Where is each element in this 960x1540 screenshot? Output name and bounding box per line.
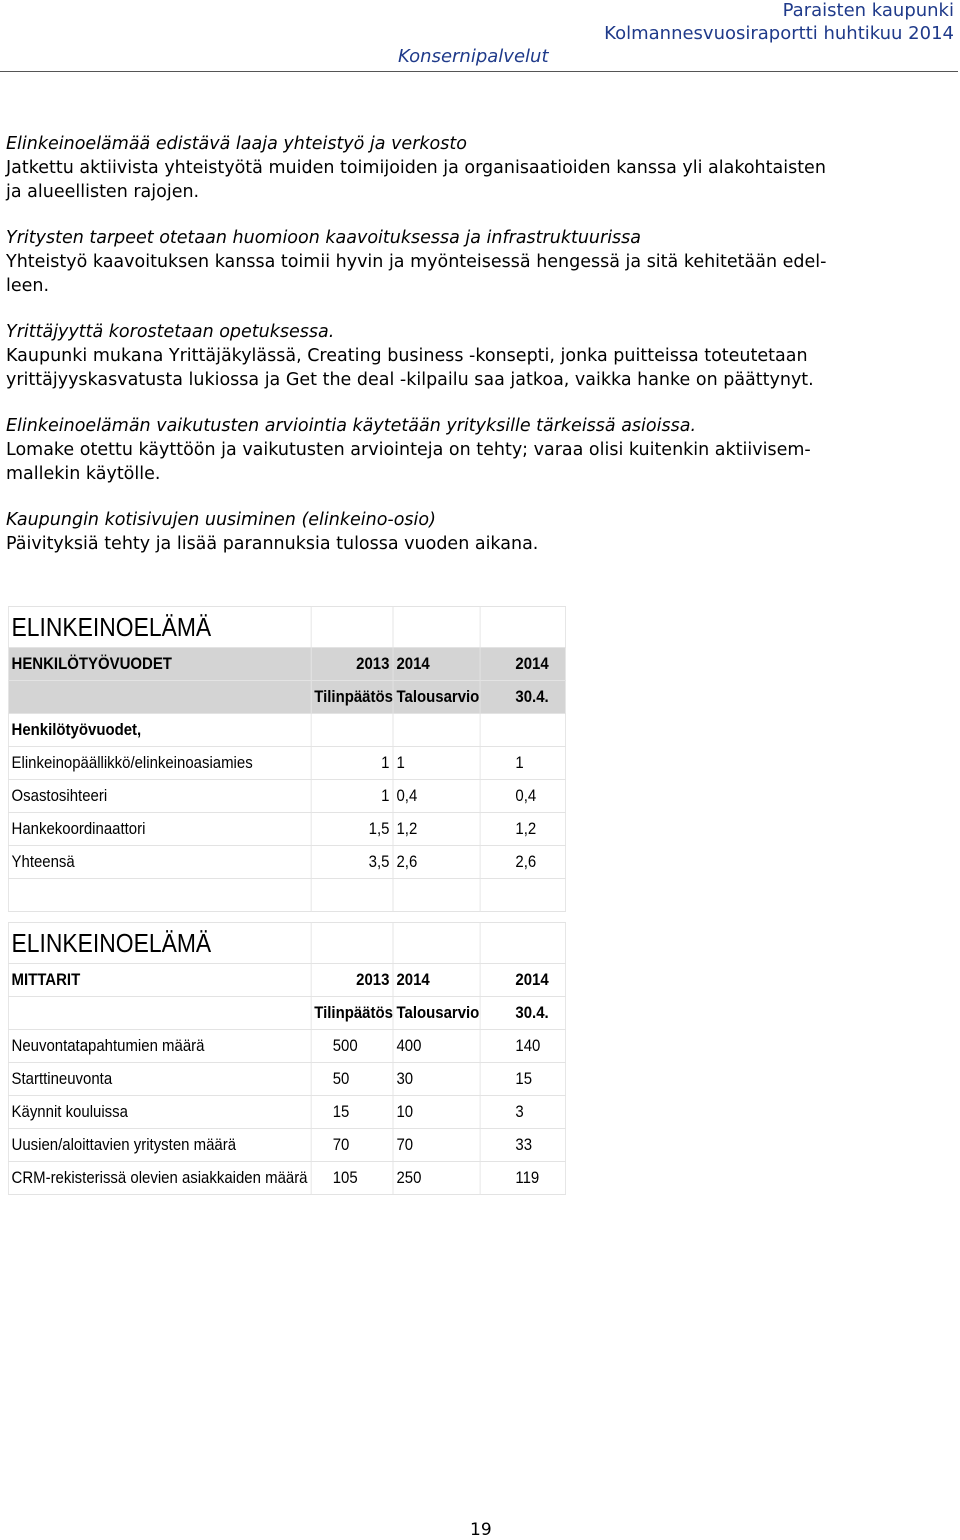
table-row bbox=[8, 1096, 565, 1129]
cell-value: 500 bbox=[311, 1030, 393, 1063]
section bbox=[6, 320, 946, 392]
cell-value: 2,6 bbox=[393, 846, 479, 879]
column-label: 30.4. bbox=[480, 681, 565, 714]
row-label: Elinkeinopäällikkö/elinkeinoasiamies bbox=[8, 747, 311, 780]
cell-value: 10 bbox=[393, 1096, 479, 1129]
table-row bbox=[8, 1129, 565, 1162]
cell-value: 250 bbox=[393, 1162, 479, 1195]
section-line: yrittäjyyskasvatusta lukiossa ja Get the deal -kilpailu saa jatkoa, vaikka hanke on päättynyt. bbox=[6, 370, 814, 390]
row-label: Neuvontatapahtumien määrä bbox=[8, 1030, 311, 1063]
row-label: CRM-rekisterissä olevien asiakkaiden määrä bbox=[8, 1162, 311, 1195]
page-number: 19 bbox=[470, 1520, 492, 1540]
cell-value: 0,4 bbox=[480, 780, 565, 813]
section bbox=[6, 226, 946, 298]
cell-value: 3 bbox=[480, 1096, 565, 1129]
metrics-table bbox=[8, 922, 566, 1195]
cell-value: 1,2 bbox=[393, 813, 479, 846]
section bbox=[6, 508, 946, 556]
row-label: Uusien/aloittavien yritysten määrä bbox=[8, 1129, 311, 1162]
row-label: Starttineuvonta bbox=[8, 1063, 311, 1096]
header-divider bbox=[0, 71, 958, 72]
column-label: Talousarvio bbox=[393, 997, 479, 1030]
table-row bbox=[8, 1063, 565, 1096]
staff-table bbox=[8, 606, 566, 912]
section-heading: Yritysten tarpeet otetaan huomioon kaavoituksessa ja infrastruktuurissa bbox=[6, 228, 642, 248]
cell-value: 1 bbox=[311, 747, 393, 780]
table-row bbox=[8, 846, 565, 879]
cell-value: 1,2 bbox=[480, 813, 565, 846]
section bbox=[6, 414, 946, 486]
year-header: 2014 bbox=[480, 648, 565, 681]
body-text bbox=[6, 132, 946, 578]
cell-value: 140 bbox=[480, 1030, 565, 1063]
section-line: ja alueellisten rajojen. bbox=[6, 182, 200, 202]
section-line: mallekin käytölle. bbox=[6, 464, 161, 484]
column-label: Tilinpäätös bbox=[311, 681, 393, 714]
cell-value: 1 bbox=[393, 747, 479, 780]
cell-value: 15 bbox=[480, 1063, 565, 1096]
section-heading: Elinkeinoelämän vaikutusten arviointia käytetään yrityksille tärkeissä asioissa. bbox=[6, 416, 697, 436]
year-header: 2013 bbox=[311, 648, 393, 681]
cell-value: 33 bbox=[480, 1129, 565, 1162]
table-row bbox=[8, 747, 565, 780]
organization-name: Paraisten kaupunki bbox=[782, 0, 954, 21]
cell-value: 30 bbox=[393, 1063, 479, 1096]
cell-value: 3,5 bbox=[311, 846, 393, 879]
table-row bbox=[8, 780, 565, 813]
cell-value: 1,5 bbox=[311, 813, 393, 846]
year-header: 2014 bbox=[393, 648, 479, 681]
report-title: Kolmannesvuosiraportti huhtikuu 2014 bbox=[604, 23, 954, 44]
cell-value: 0,4 bbox=[393, 780, 479, 813]
cell-value: 105 bbox=[311, 1162, 393, 1195]
section-line: Jatkettu aktiivista yhteistyötä muiden toimijoiden ja organisaatioiden kanssa yli alakohtaisten bbox=[6, 158, 826, 178]
table-row bbox=[8, 1030, 565, 1063]
table-title: ELINKEINOELÄMÄ bbox=[8, 923, 311, 964]
year-header: 2014 bbox=[393, 964, 479, 997]
row-label: Käynnit kouluissa bbox=[8, 1096, 311, 1129]
department-name: Konsernipalvelut bbox=[398, 46, 549, 67]
table-row bbox=[8, 1162, 565, 1195]
cell-value: 70 bbox=[311, 1129, 393, 1162]
section-line: leen. bbox=[6, 276, 50, 296]
row-label: Yhteensä bbox=[8, 846, 311, 879]
row-label: Osastosihteeri bbox=[8, 780, 311, 813]
cell-value: 2,6 bbox=[480, 846, 565, 879]
year-header: 2013 bbox=[311, 964, 393, 997]
column-label: Talousarvio bbox=[393, 681, 479, 714]
page-header bbox=[0, 0, 960, 72]
section-heading: Kaupungin kotisivujen uusiminen (elinkeino-osio) bbox=[6, 510, 436, 530]
section-line: Kaupunki mukana Yrittäjäkylässä, Creating business -konsepti, jonka puitteissa toteutetaan bbox=[6, 346, 808, 366]
section-line: Lomake otettu käyttöön ja vaikutusten arviointeja on tehty; varaa olisi kuitenkin aktiivisem- bbox=[6, 440, 811, 460]
section bbox=[6, 132, 946, 204]
table-subtitle: HENKILÖTYÖVUODET bbox=[8, 648, 311, 681]
section-line: Päivityksiä tehty ja lisää parannuksia tulossa vuoden aikana. bbox=[6, 534, 539, 554]
year-header: 2014 bbox=[480, 964, 565, 997]
cell-value: 1 bbox=[480, 747, 565, 780]
section-line: Yhteistyö kaavoituksen kanssa toimii hyvin ja myönteisessä hengessä ja sitä kehitetään edel- bbox=[6, 252, 827, 272]
cell-value: 400 bbox=[393, 1030, 479, 1063]
table-subtitle: MITTARIT bbox=[8, 964, 311, 997]
group-label: Henkilötyövuodet, bbox=[8, 714, 311, 747]
table-row bbox=[8, 813, 565, 846]
section-heading: Elinkeinoelämää edistävä laaja yhteistyö ja verkosto bbox=[6, 134, 467, 154]
column-label: Tilinpäätös bbox=[311, 997, 393, 1030]
cell-value: 119 bbox=[480, 1162, 565, 1195]
section-heading: Yrittäjyyttä korostetaan opetuksessa. bbox=[6, 322, 335, 342]
cell-value: 50 bbox=[311, 1063, 393, 1096]
table-title: ELINKEINOELÄMÄ bbox=[8, 607, 311, 648]
cell-value: 15 bbox=[311, 1096, 393, 1129]
row-label: Hankekoordinaattori bbox=[8, 813, 311, 846]
cell-value: 1 bbox=[311, 780, 393, 813]
cell-value: 70 bbox=[393, 1129, 479, 1162]
column-label: 30.4. bbox=[480, 997, 565, 1030]
